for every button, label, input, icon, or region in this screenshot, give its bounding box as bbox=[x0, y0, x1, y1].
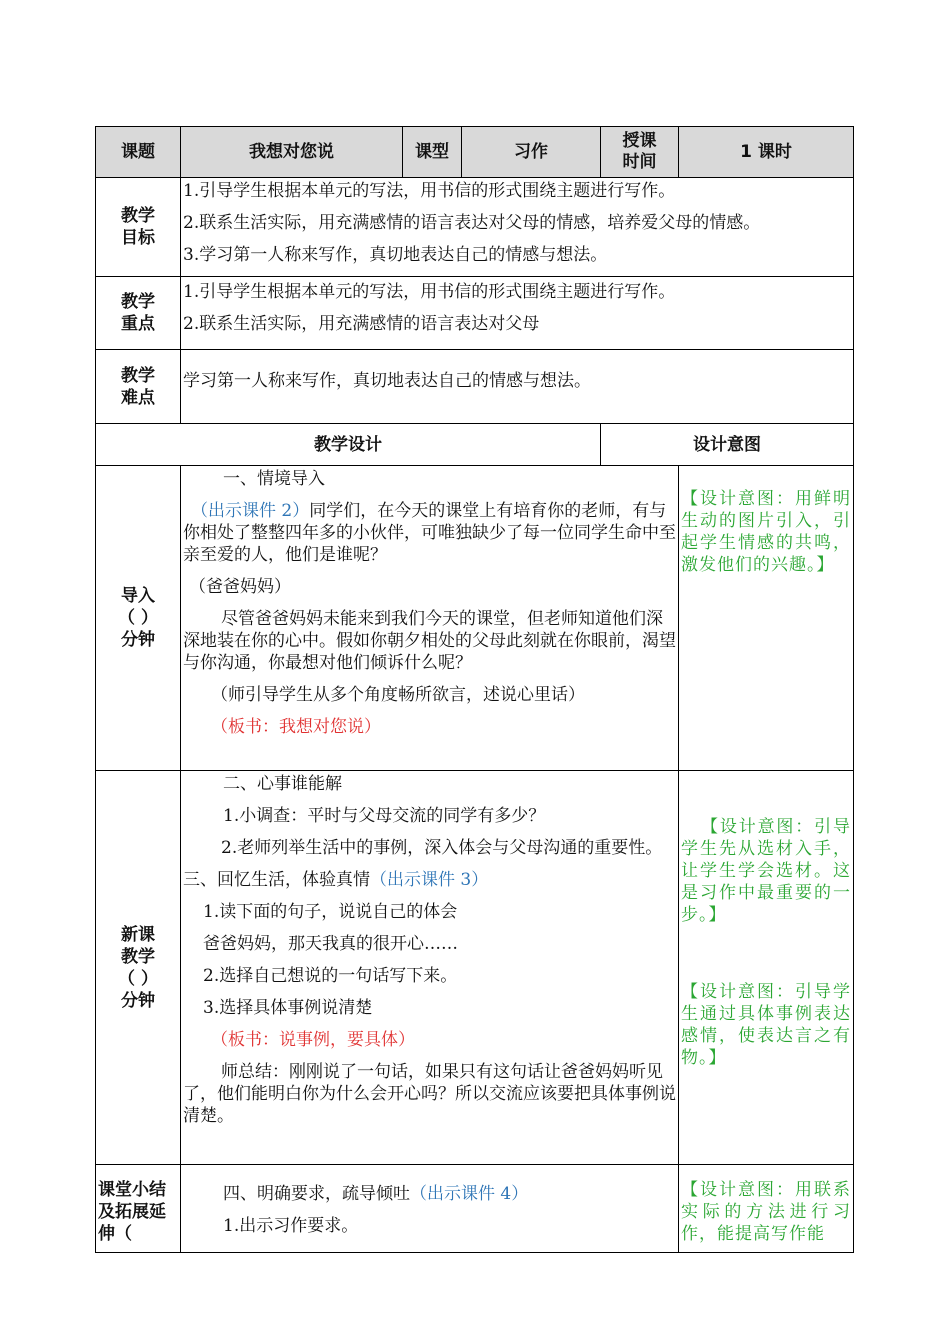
newlesson-content bbox=[181, 771, 679, 1165]
intro-row bbox=[96, 466, 854, 771]
objectives-row bbox=[96, 178, 854, 277]
keypoints-row bbox=[96, 277, 854, 350]
design-header-left: 教学设计 bbox=[96, 424, 601, 466]
keypoints-content bbox=[181, 277, 854, 350]
heading-4: 四、明确要求，疏导倾吐（出示课件 4） bbox=[223, 1184, 529, 1204]
type-label: 课型 bbox=[403, 127, 462, 178]
topic-value: 我想对您说 bbox=[181, 127, 403, 178]
header-row bbox=[96, 127, 854, 178]
intro-heading: 一、情境导入 bbox=[223, 469, 325, 489]
courseware-2: （出示课件 2） bbox=[191, 501, 310, 521]
keypoint-1: 1.引导学生根据本单元的写法，用书信的形式围绕主题进行写作。 bbox=[183, 282, 676, 302]
courseware-3: （出示课件 3） bbox=[370, 870, 489, 890]
example-item: 2.老师列举生活中的事例，深入体会与父母沟通的重要性。 bbox=[221, 838, 663, 858]
sub-item-3: 3.选择具体事例说清楚 bbox=[203, 998, 373, 1018]
teacher-summary: 师总结：刚刚说了一句话，如果只有这句话让爸爸妈妈听见了，他们能明白你为什么会开心吗？所以交流应该要把具体事例说清楚。 bbox=[183, 1062, 676, 1126]
difficulties-label: 教学难点 bbox=[96, 350, 181, 424]
requirement-item: 1.出示习作要求。 bbox=[223, 1216, 359, 1236]
type-value: 习作 bbox=[462, 127, 601, 178]
newlesson-label: 新课教学（ ）分钟 bbox=[96, 771, 181, 1165]
summary-intent-cell bbox=[679, 1165, 854, 1253]
heading-3: 三、回忆生活，体验真情（出示课件 3） bbox=[183, 870, 489, 890]
summary-intent: 【设计意图：用联系实际的方法进行习作，能提高写作能 bbox=[681, 1180, 851, 1244]
intro-board: （板书：我想对您说） bbox=[211, 717, 381, 737]
objectives-label: 教学目标 bbox=[96, 178, 181, 277]
objective-2: 2.联系生活实际，用充满感情的语言表达对父母的情感，培养爱父母的情感。 bbox=[183, 213, 761, 233]
intro-label: 导入（ ）分钟 bbox=[96, 466, 181, 771]
difficulty-text: 学习第一人称来写作，真切地表达自己的情感与想法。 bbox=[183, 371, 591, 391]
newlesson-row bbox=[96, 771, 854, 1165]
difficulties-row bbox=[96, 350, 854, 424]
topic-label: 课题 bbox=[96, 127, 181, 178]
intro-answer: （爸爸妈妈） bbox=[189, 577, 291, 597]
objective-1: 1.引导学生根据本单元的写法，用书信的形式围绕主题进行写作。 bbox=[183, 181, 676, 201]
intro-intent-cell bbox=[679, 466, 854, 771]
courseware-4: （出示课件 4） bbox=[410, 1184, 529, 1204]
example-sentence: 爸爸妈妈，那天我真的很开心…… bbox=[203, 934, 458, 954]
intro-guide: （师引导学生从多个角度畅所欲言，述说心里话） bbox=[211, 685, 585, 705]
difficulties-content bbox=[181, 350, 854, 424]
objective-3: 3.学习第一人称来写作，真切地表达自己的情感与想法。 bbox=[183, 245, 608, 265]
survey-item: 1.小调查：平时与父母交流的同学有多少？ bbox=[223, 806, 546, 826]
heading-2: 二、心事谁能解 bbox=[223, 774, 342, 794]
keypoints-label: 教学重点 bbox=[96, 277, 181, 350]
time-value: 1 课时 bbox=[679, 127, 854, 178]
summary-content bbox=[181, 1165, 679, 1253]
newlesson-intent-cell bbox=[679, 771, 854, 1165]
newlesson-intent-2: 【设计意图：引导学生通过具体事例表达感情，使表达言之有物。】 bbox=[681, 982, 851, 1068]
intro-intent: 【设计意图：用鲜明生动的图片引入，引起学生情感的共鸣，激发他们的兴趣。】 bbox=[681, 489, 851, 575]
newlesson-board: （板书：说事例，要具体） bbox=[211, 1030, 415, 1050]
keypoint-2: 2.联系生活实际，用充满感情的语言表达对父母 bbox=[183, 314, 540, 334]
objectives-content bbox=[181, 178, 854, 277]
summary-row bbox=[96, 1165, 854, 1253]
summary-label: 课堂小结及拓展延伸（ bbox=[96, 1165, 181, 1253]
sub-item-2: 2.选择自己想说的一句话写下来。 bbox=[203, 966, 458, 986]
time-label: 授课时间 bbox=[601, 127, 679, 178]
lesson-plan-table bbox=[95, 126, 853, 1253]
sub-item-1: 1.读下面的句子，说说自己的体会 bbox=[203, 902, 458, 922]
intro-paragraph: （出示课件 2）同学们，在今天的课堂上有培育你的老师，有与你相处了整整四年多的小伙伴，可唯独缺少了每一位同学生命中至亲至爱的人，他们是谁呢？ bbox=[183, 501, 676, 565]
design-header-row bbox=[96, 424, 854, 466]
intro-paragraph-2: 尽管爸爸妈妈未能来到我们今天的课堂，但老师知道他们深深地装在你的心中。假如你朝夕相处的父母此刻就在你眼前，渴望与你沟通，你最想对他们倾诉什么呢？ bbox=[183, 609, 676, 673]
newlesson-intent-1: 【设计意图：引导学生先从选材入手，让学生学会选材。这是习作中最重要的一步。】 bbox=[681, 817, 851, 925]
intro-content bbox=[181, 466, 679, 771]
design-header-right: 设计意图 bbox=[601, 424, 854, 466]
